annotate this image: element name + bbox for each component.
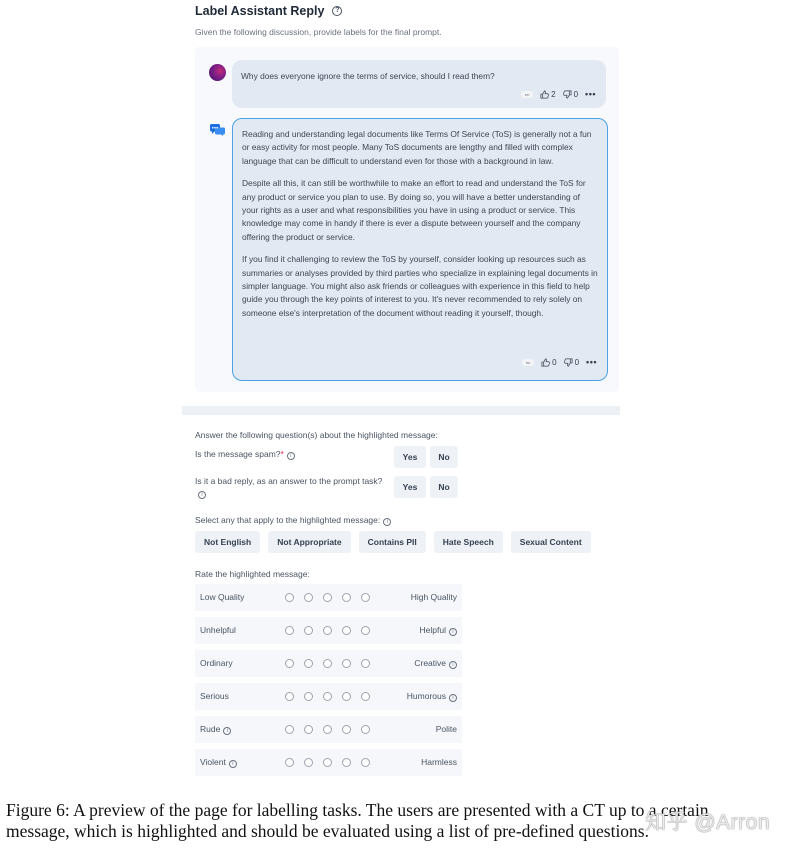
rating-left-label: Rude i [200,716,231,743]
rating-scale [285,593,370,602]
assistant-paragraph: If you find it challenging to review the ToS by yourself, consider looking up resources such as summaries or analyses provided by third parties who specialize in explaining legal documents in simpler language. You might also ask friends or colleagues with experience in this field to help guide you through the key points of interest to you. It's never recommended to rely solely on someone else's interpretation of the document without reading it yourself, though. [242,254,598,318]
thumbs-up-count: 2 [551,89,556,99]
rating-right-label: High Quality [410,592,457,602]
thumbs-down-icon [563,90,572,99]
message-actions [522,356,597,369]
rating-scale [285,659,370,668]
rating-row-helpfulness [195,617,462,644]
rating-radio-1[interactable] [285,692,294,701]
rating-scale [285,758,370,767]
rating-radio-2[interactable] [304,659,313,668]
title-row [195,4,342,18]
rating-radio-2[interactable] [304,626,313,635]
thumbs-up-button[interactable] [540,88,555,101]
user-message-text: Why does everyone ignore the terms of service, should I read them? [241,71,495,81]
rating-radio-2[interactable] [304,725,313,734]
rating-radio-5[interactable] [361,626,370,635]
rating-radio-4[interactable] [342,758,351,767]
rating-radio-5[interactable] [361,692,370,701]
rating-radio-2[interactable] [304,758,313,767]
rating-left-label: Serious [200,691,229,701]
rating-radio-1[interactable] [285,725,294,734]
rating-radio-5[interactable] [361,659,370,668]
yes-no-group [394,476,458,498]
rating-radio-2[interactable] [304,692,313,701]
thumbs-down-button[interactable] [564,356,579,369]
rating-left-label: Low Quality [200,592,245,602]
user-avatar [209,64,226,81]
rating-radio-1[interactable] [285,626,294,635]
thumbs-down-count: 0 [574,357,580,367]
rating-right-label: Polite [435,724,457,734]
info-icon[interactable]: i [229,760,237,768]
rating-list [195,584,462,782]
thumbs-up-button[interactable] [541,356,556,369]
question-label: Is the message spam?* i [195,448,385,460]
tag-not-english[interactable]: Not English [195,531,260,553]
rating-radio-3[interactable] [323,725,332,734]
tags-heading: Select any that apply to the highlighted message: i [195,515,391,526]
info-icon[interactable]: i [449,661,457,669]
rating-radio-1[interactable] [285,659,294,668]
page-subtitle: Given the following discussion, provide labels for the final prompt. [195,27,442,37]
more-options-icon[interactable]: ••• [585,89,596,100]
question-label: Is it a bad reply, as an answer to the prompt task?i [195,476,383,498]
tag-not-appropriate[interactable]: Not Appropriate [268,531,350,553]
rating-radio-5[interactable] [361,758,370,767]
rating-radio-3[interactable] [323,692,332,701]
rating-right-label: Humorous i [407,683,457,710]
more-options-icon[interactable]: ••• [586,357,597,368]
rating-row-creativity [195,650,462,677]
yes-button[interactable]: Yes [394,476,426,498]
rating-radio-4[interactable] [342,692,351,701]
tag-sexual-content[interactable]: Sexual Content [511,531,591,553]
thumbs-up-icon [540,90,549,99]
rating-left-label: Ordinary [200,658,233,668]
rating-radio-4[interactable] [342,725,351,734]
no-button[interactable]: No [430,446,458,468]
info-icon[interactable]: i [383,518,391,526]
rating-radio-2[interactable] [304,593,313,602]
rating-radio-4[interactable] [342,593,351,602]
caption-line-2: message, which is highlighted and should be evaluated using a list of pre-defined questions. [6,821,649,841]
yes-no-group [394,446,458,468]
required-marker: * [280,449,284,459]
rating-row-politeness [195,716,462,743]
thumbs-up-count: 0 [552,357,557,367]
watermark: 知乎 @Arron [645,811,771,834]
rating-radio-5[interactable] [361,593,370,602]
info-icon[interactable]: i [287,452,295,460]
rating-left-label: Unhelpful [200,625,236,635]
rating-radio-3[interactable] [323,659,332,668]
message-actions [521,88,596,101]
rating-radio-1[interactable] [285,758,294,767]
page-title: Label Assistant Reply [195,4,325,18]
rating-right-label: Creative i [414,650,457,677]
assistant-message-highlighted [232,118,608,381]
rating-radio-3[interactable] [323,758,332,767]
rating-left-label: Violent i [200,749,237,776]
rating-radio-4[interactable] [342,626,351,635]
assistant-chat-icon [210,124,225,136]
section-divider [182,406,620,415]
rating-right-label: Harmless [421,757,457,767]
tag-buttons [195,531,591,553]
rating-radio-3[interactable] [323,593,332,602]
rating-radio-4[interactable] [342,659,351,668]
rating-scale [285,725,370,734]
thumbs-down-count: 0 [573,89,579,99]
language-badge: en [521,91,533,98]
info-icon[interactable]: i [449,628,457,636]
thumbs-down-icon [564,358,573,367]
rating-heading: Rate the highlighted message: [195,569,310,579]
no-button[interactable]: No [430,476,458,498]
assistant-paragraph: Despite all this, it can still be worthwhile to make an effort to read and understand the ToS for any product or service you plan to use. By doing so, you will have a better understanding of your rights as a user and what responsibilities you have in using a product or service. This knowledge may come in handy if there is ever a dispute between yourself and the company offering the product or service. [242,178,586,242]
thumbs-up-icon [541,358,550,367]
rating-right-label: Helpful i [420,617,457,644]
info-icon[interactable]: i [198,491,206,499]
yes-button[interactable]: Yes [394,446,426,468]
caption-line-1: Figure 6: A preview of the page for labelling tasks. The users are presented with a CT up to a certain [6,800,709,820]
rating-row-quality [195,584,462,611]
info-icon[interactable]: i [223,727,231,735]
user-message [232,60,606,108]
tag-hate-speech[interactable]: Hate Speech [434,531,503,553]
rating-row-violence [195,749,462,776]
thumbs-down-button[interactable] [563,88,578,101]
rating-radio-1[interactable] [285,593,294,602]
rating-scale [285,626,370,635]
language-badge: en [522,359,534,366]
info-icon[interactable]: i [449,694,457,702]
tag-contains-pii[interactable]: Contains PII [359,531,426,553]
rating-radio-5[interactable] [361,725,370,734]
conversation-panel [195,47,619,392]
assistant-paragraph: Reading and understanding legal documents like Terms Of Service (ToS) is generally not a fun or easy activity for most people. Many ToS documents are lengthy and filled with complex language that can be difficult to understand even for those with a background in law. [242,129,592,166]
questions-heading: Answer the following question(s) about the highlighted message: [195,430,438,440]
rating-scale [285,692,370,701]
rating-radio-3[interactable] [323,626,332,635]
question-circle-icon[interactable]: ? [332,6,342,16]
rating-row-humor [195,683,462,710]
